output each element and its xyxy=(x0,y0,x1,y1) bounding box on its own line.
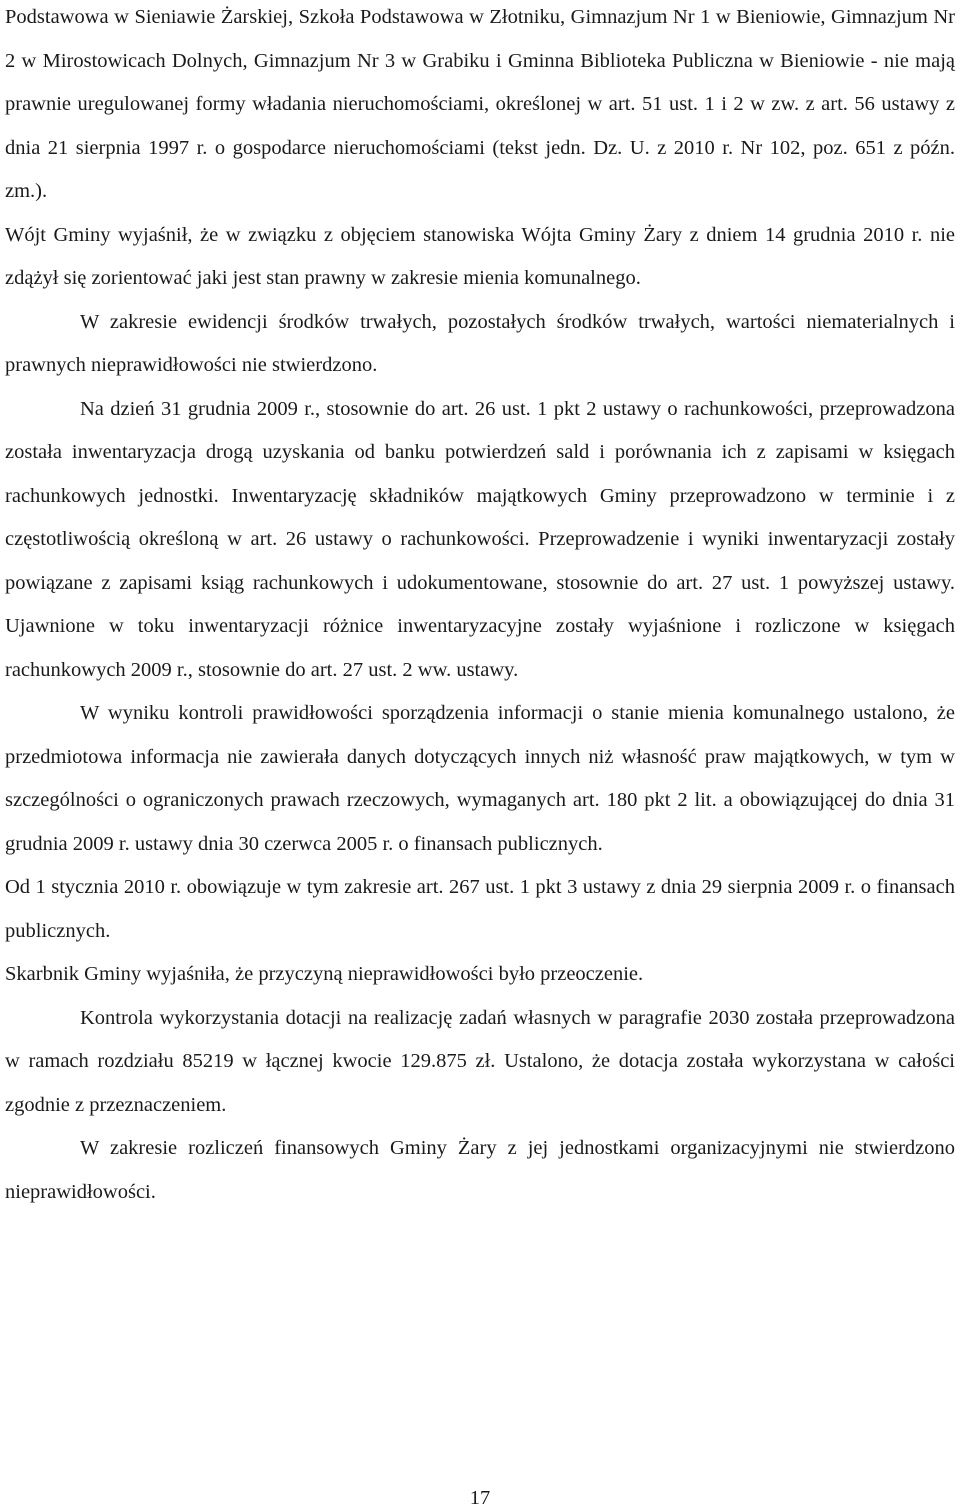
paragraph-treasurer-explanation: Skarbnik Gminy wyjaśniła, że przyczyną nieprawidłowości było przeoczenie. xyxy=(5,963,644,985)
paragraph-fixed-assets: W zakresie ewidencji środków trwałych, pozostałych środków trwałych, wartości niematerialnych i prawnych nieprawidłowości nie stwierdzono. xyxy=(5,310,955,376)
paragraph-property-management: Podstawowa w Sieniawie Żarskiej, Szkoła Podstawowa w Złotniku, Gimnazjum Nr 1 w Bieniowie, Gimnazjum Nr 2 w Mirostowicach Dolnych, Gimnazjum Nr 3 w Grabiku i Gminna Biblioteka Publiczna w Bieniowie - nie mają prawnie uregulowanej formy władania nieruchomościami, określonej w art. 51 ust. 1 i 2 w zw. z art. 56 ustawy z dnia 21 sierpnia 1997 r. o gospodarce nieruchomościami (tekst jedn. Dz. U. z 2010 r. Nr 102, poz. 651 z późn. zm.). xyxy=(5,6,955,202)
paragraph-property-information: W wyniku kontroli prawidłowości sporządzenia informacji o stanie mienia komunalnego ustalono, że przedmiotowa informacja nie zawierała danych dotyczących innych niż własność praw majątkowych, w tym w szczególności o ograniczonych prawach rzeczowych, wymaganych art. 180 pkt 2 lit. a obowiązującej do dnia 31 grudnia 2009 r. ustawy dnia 30 czerwca 2005 r. o finansach publicznych. xyxy=(5,702,955,855)
paragraph-inventory: Na dzień 31 grudnia 2009 r., stosownie do art. 26 ust. 1 pkt 2 ustawy o rachunkowości, przeprowadzona została inwentaryzacja drogą uzyskania od banku potwierdzeń sald i porównania ich z zapisami w księgach rachunkowych jednostki. Inwentaryzację składników majątkowych Gminy przeprowadzono w terminie i z częstotliwością określoną w art. 26 ustawy o rachunkowości. Przeprowadzenie i wyniki inwentaryzacji zostały powiązane z zapisami ksiąg rachunkowych i udokumentowane, stosownie do art. 27 ust. 1 powyższej ustawy. Ujawnione w toku inwentaryzacji różnice inwentaryzacyjne zostały wyjaśnione i rozliczone w księgach rachunkowych 2009 r., stosownie do art. 27 ust. 2 ww. ustawy. xyxy=(5,397,955,681)
paragraph-financial-settlements: W zakresie rozliczeń finansowych Gminy Żary z jej jednostkami organizacyjnymi nie stwierdzono nieprawidłowości. xyxy=(5,1137,955,1203)
paragraph-grant-control: Kontrola wykorzystania dotacji na realizację zadań własnych w paragrafie 2030 została przeprowadzona w ramach rozdziału 85219 w łącznej kwocie 129.875 zł. Ustalono, że dotacja została wykorzystana w całości zgodnie z przeznaczeniem. xyxy=(5,1006,955,1116)
paragraph-wojt-explanation: Wójt Gminy wyjaśnił, że w związku z objęciem stanowiska Wójta Gminy Żary z dniem 14 grudnia 2010 r. nie zdążył się zorientować jaki jest stan prawny w zakresie mienia komunalnego. xyxy=(5,223,955,289)
paragraph-current-law: Od 1 stycznia 2010 r. obowiązuje w tym zakresie art. 267 ust. 1 pkt 3 ustawy z dnia 29 sierpnia 2009 r. o finansach publicznych. xyxy=(5,876,955,942)
document-page xyxy=(5,0,955,1214)
page-number: 17 xyxy=(469,1487,491,1509)
